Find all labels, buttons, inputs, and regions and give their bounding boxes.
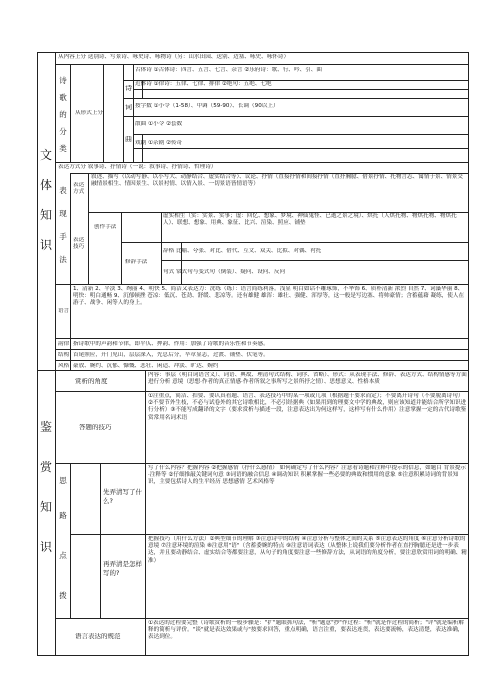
shi-label: 诗: [125, 85, 132, 92]
yunlv-label: 韵律: [58, 341, 70, 347]
xiqu-row: 戏剧 ①杂剧 ②传奇: [135, 140, 183, 146]
jintishi-row: 近体诗 ①律诗：五律、七律、排律 ②绝句：五绝、七绝: [135, 81, 272, 87]
fengge-label: 风格: [58, 363, 70, 369]
q2-text: 把握技巧（用什么方法）②典型细节的理解 ③注意诗中的结构 ④注意分析与整体之间的关系 ⑤注意表达的角度 ⑥注意分析诗歌的意境 ⑦注意环境的渲染 ⑧注意用"语"（含蓄委婉的特点 ⑨注意语词表达（从整体上说我们要分析作者在直抒胸臆还是进一步表达，并且要动静结合、虚实结合等都要注意，从句子的角度要注意一些修辞方法，从词语的角度分析，要注意欣赏用词的明确、精准）: [148, 536, 467, 564]
knowledge-table: 文 体 知 识 从内容上分 送别诗、写景诗、咏史诗、咏物诗（另：山水田园、送别、边塞、咏史、咏怀诗） 诗 歌 的 分 类 从形式上分 诗 词 曲 古体诗 ①古体诗：四言、五言、七言、杂言 ②乐府诗：歌、行、吟、引、曲 近体诗 ①律诗：五律、七律、排律 ②绝句：五绝、七绝 按字数 ①小令（1-58）、中调（59-90）、长调（90以上） 散曲 ①小令 ②套数 戏剧 ①杂剧 ②传奇 表达方式分 叙事诗、抒情诗（一说：叙事诗、抒情诗、哲理诗） 表 现 手 法 表达方式 叙述、描写（以动写静、以小写大、动静结合、虚实结合等）、议论、抒情（直接抒情和间接抒情（直抒胸臆、借景抒情、托物言志、寓情于景、情景交融情景相生、情因景生、以景衬情、以情入景、一切景语皆情语等） 表达技巧 创作手法 虚实相生（实：实景、实事；虚：回忆、想象、梦境、神仙鬼怪、已逝之景之境）、烘托（人烘托物、物烘托物、物烘托人）、联想、想象、用典、象征、比兴、渲染、照应、铺垫 修辞手法 辞格 比喻、夸张、对比、借代、互文、双关、比拟、对偶、衬托 句式 常式句与变式句（倒装）、疑问、设问、反问 语言 1、清新 2、平淡 3、绚丽 4、明快 5、简洁又表达力：洗练（练）：语言简练利落。浅显 明白如话不雕琢饰，不华饰 6、质朴清新 浓烈 自然 7、词藻华丽 8、明快：明白通畅 9、沉郁顿挫 苍凉：低沉、苍劲、舒缓、悲凉等。还有雄健 雄浑：雄壮、强健、浑厚等，这一般是写边塞、将帅豪情；含蓄蕴藉 凝练，使人在游子、战争、闲等人的身上。 韵律 指诗歌中的声韵和节律，即平仄、押韵、作用：加强了诗歌的音乐性和节奏感。 结构 首尾照应，开门见山，层层深入，先总后分，卒章显志，过渡、铺垫、伏笔等。 风格 豪放、婉约、沉郁、慷慨、悲壮、闲适、冲淡、旷达、婉约 鉴 赏 知 识 赏析的角度 内容：事层（明白词语含义）、词语、典故、理清句式结构、词序、省略）、形式：从表现手法、修辞、表达方式、结构情感等方面进行分析 意境（思想·作者的真正情感·作者所叙之事所写之景所抒之情）、思想意义、性格本质 答题的技巧 ①注重点，简洁、扣要、要认真看题、语言、表达技巧中的某一项或几项（根据题干要求而定）；不要离开诗句（不要脱离诗句）②不要节外生枝，不必与试卷外的其它诗歌相比，不必引经据典（如果用到的理要文中学的典故，则应该知道并能结合所学知识进行分析）③不能写成翻译的文字（要求赏析与描述一段，注意表达出为何这样写，这样写有什么作用）注意掌握一定的古代诗歌鉴赏常用名词术语 思 路 点 拨 先弄清写了什么? 写了什么内容？把握内容 ②把握感情（抒什么感情） 如何确定写了什么内容？注意看诗题和注释中提示的信息，如题目 背景提示·注释等 ②仔细推敲关键词句意 ③词语的融合信息 ④调动知识 积累掌握一些必要的典故和惯用的意象 ⑤注意积累诗词的背景知识，主要包括诗人的生平经历 思想感情 艺术风格等 再弄清是怎样写的? 把握技巧（用什么方法）②典型细节的理解 ③注意诗中的结构 ④注意分析与整体之间的关系 ⑤注意表达的角度 ⑥注意分析诗歌的意境 ⑦注意环境的渲染 ⑧注意用"语"（含蓄委婉的特点 ⑨注意语词表达（从整体上说我们要分析作者在直抒胸臆还是进一步表达，并且要动静结合、虚实结合等都要注意，从句子的角度要注意一些修辞方法，从词语的角度分析，要注意欣赏用词的明确、精准） 语言表达的规范 ①表达的过程要完整（诗歌赏析的一般步骤是："扩"题眼抓句法，"析"题意"抄"作过程："析"就是作过程的简析；"评"就是编析解释的简析与评价。"谈"就是表达效果或与"按要求回答，重点明确，语言注重，要表达连贯，表达要流畅，表达清楚，表达准确，表达到位。: [37, 52, 469, 656]
q1-label: 先弄清写了什么?: [103, 488, 142, 505]
xiuci-label: 修辞手法: [125, 259, 148, 265]
zishu-row: 按字数 ①小令（1-58）、中调（59-90）、长调（90以上）: [135, 103, 279, 109]
jiaodu-text: 内容：事层（明白词语含义）、词语、典故、理清句式结构、词序、省略）、形式：从表现手法、修辞、表达方式、结构情感等方面进行分析 意境（思想·作者的真正情感·作者所叙之事所写之景所抒之情）、思想意义、性格本质: [148, 372, 467, 386]
gutishi-row: 古体诗 ①古体诗：四言、五言、七言、杂言 ②乐府诗：歌、行、吟、引、曲: [135, 67, 322, 73]
q2-label: 再弄清是怎样写的?: [103, 560, 142, 577]
cige-row: 辞格 比喻、夸张、对比、借代、互文、双关、比拟、对偶、衬托: [163, 248, 322, 254]
yuyan-text: 1、清新 2、平淡 3、绚丽 4、明快 5、简洁又表达力：洗练（练）：语言简练利落。浅显 明白如话不雕琢饰，不华饰 6、质朴清新 浓烈 自然 7、词藻华丽 8、明快：明白通畅 9、沉郁顿挫 苍凉：低沉、苍劲、舒缓、悲凉等。还有雄健 雄浑：雄壮、强健、浑厚等，这一般是写边塞、将帅豪情；含蓄蕴藉 凝练，使人在游子、战争、闲等人的身上。: [73, 286, 465, 307]
yuyan-guifan-text: ①表达的过程要完整（诗歌赏析的一般步骤是："扩"题眼抓句法，"析"题意"抄"作过程："析"就是作过程的简析；"评"就是编析解释的简析与评价。"谈"就是表达效果或与"按要求回答，重点明确，语言注重，要表达连贯，表达要流畅，表达清楚，表达准确，表达到位。: [148, 620, 465, 641]
yuyan-guifan-label: 语言表达的规范: [75, 633, 121, 640]
chuangzuo-text: 虚实相生（实：实景、实事；虚：回忆、想象、梦境、神仙鬼怪、已逝之景之境）、烘托（人烘托物、物烘托物、物烘托人）、联想、想象、用典、象征、比兴、渲染、照应、铺垫: [163, 213, 457, 227]
qu-label: 曲: [125, 136, 132, 143]
jiqiao-label: 答题的技巧: [79, 424, 112, 431]
jiegou-label: 结构: [58, 352, 70, 358]
jiegou-text: 首尾照应，开门见山，层层深入，先总后分，卒章显志，过渡、铺垫、伏笔等。: [73, 352, 269, 358]
biaoda-jiqiao-label: 表达技巧: [73, 237, 85, 251]
yunlv-text: 指诗歌中的声韵和节律，即平仄、押韵、作用：加强了诗歌的音乐性和节奏感。: [73, 341, 269, 347]
chuangzuo-label: 创作手法: [94, 224, 117, 230]
row-content-classification: 从内容上分 送别诗、写景诗、咏史诗、咏物诗（另：山水田园、送别、边塞、咏史、咏怀诗）: [58, 54, 290, 60]
biaoda-fangshi-row: 表达方式分 叙事诗、抒情诗（一说：叙事诗、抒情诗、哲理诗）: [58, 164, 217, 170]
jiqiao-text: ①注重点，简洁、扣要、要认真看题、语言、表达技巧中的某一项或几项（根据题干要求而定）；不要离开诗句（不要脱离诗句）②不要节外生枝，不必与试卷外的其它诗歌相比，不必引经据典（如果用到的理要文中学的典故，则应该知道并能结合所学知识进行分析）③不能写成翻译的文字（要求赏析与描述一段，注意表达出为何这样写，这样写有什么作用）注意掌握一定的古代诗歌鉴赏常用名词术语: [148, 393, 467, 421]
biaoda-fangshi-label: 表达方式: [73, 182, 85, 196]
ci-label: 词: [125, 104, 132, 111]
xingshi-label: 从形式上分: [75, 110, 103, 116]
q1-text: 写了什么内容？把握内容 ②把握感情（抒什么感情） 如何确定写了什么内容？注意看诗题和注释中提示的信息，如题目 背景提示·注释等 ②仔细推敲关键词句意 ③词语的融合信息 ④调动知识 积累掌握一些必要的典故和惯用的意象 ⑤注意积累诗词的背景知识，主要包括诗人的生平经历 思想感情 艺术风格等: [148, 465, 467, 486]
jushi-row: 句式 常式句与变式句（倒装）、疑问、设问、反问: [163, 269, 286, 275]
fengge-text: 豪放、婉约、沉郁、慷慨、悲壮、闲适、冲淡、旷达、婉约: [73, 363, 219, 369]
jiaodu-label: 赏析的角度: [75, 378, 108, 385]
sanqu-row: 散曲 ①小令 ②套数: [135, 121, 183, 127]
biaoda-fangshi-text: 叙述、描写（以动写静、以小写大、动静结合、虚实结合等）、议论、抒情（直接抒情和间接抒情（直抒胸臆、借景抒情、托物言志、寓情于景、情景交融情景相生、情因景生、以景衬情、以情入景、一切景语皆情语等）: [91, 174, 463, 188]
yuyan-label: 语言: [58, 308, 70, 314]
